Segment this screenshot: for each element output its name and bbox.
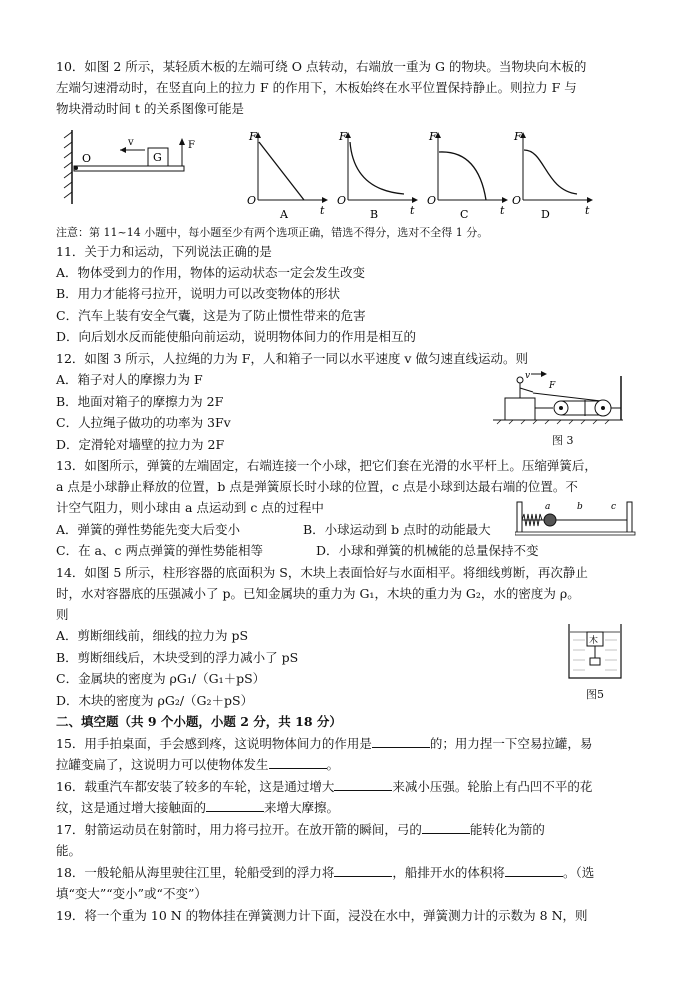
q11-option-c: C．汽车上装有安全气囊，这是为了防止惯性带来的危害 <box>56 308 366 323</box>
graph-b <box>330 128 422 220</box>
graph-a-ylabel: F <box>249 130 257 143</box>
q16-line2 <box>56 799 339 817</box>
q18-part1: 18．一般轮船从海里驶往江里，轮船受到的浮力将 <box>56 865 335 880</box>
q16-blank-2[interactable] <box>206 799 264 812</box>
q18-line1 <box>56 864 594 882</box>
q11-option-d: D．向后划水反而能使船向前运动，说明物体间力的作用是相互的 <box>56 329 417 344</box>
graph-c-xlabel: t <box>500 204 505 217</box>
fig3-caption: 图 3 <box>552 434 574 447</box>
q16-part4: 来增大摩擦。 <box>264 800 340 815</box>
q14-option-d: D．木块的密度为 ρG₂/（G₂＋pS） <box>56 693 254 708</box>
graph-a-xlabel: t <box>320 204 325 217</box>
q12-stem: 12．如图 3 所示，人拉绳的力为 F，人和箱子一同以水平速度 v 做匀速直线运动。则 <box>56 351 528 366</box>
graph-b-xlabel: t <box>410 204 415 217</box>
q12-option-d: D．定滑轮对墙壁的拉力为 2F <box>56 437 225 452</box>
fig3-v-label: v <box>525 371 531 381</box>
wood-block-label: 木 <box>589 636 599 646</box>
q18-part3: 。（选 <box>562 865 595 880</box>
q13-option-b: B．小球运动到 b 点时的动能最大 <box>303 522 491 537</box>
q17-part3: 能。 <box>56 843 82 858</box>
q13-line2: a 点是小球静止释放的位置，b 点是弹簧原长时小球的位置，c 点是小球到达最右端的位置。不 <box>56 479 578 494</box>
graph-b-ylabel: F <box>339 130 347 143</box>
q17-line1 <box>56 821 545 839</box>
q17-blank-1[interactable] <box>422 821 470 834</box>
fig3-f-label: F <box>549 381 556 391</box>
spring-b-label: b <box>577 502 583 512</box>
fig5-caption: 图5 <box>586 688 604 701</box>
graph-d-label: D <box>541 208 550 220</box>
q18-part2: ，船排开水的体积将 <box>392 865 505 880</box>
q16-line1 <box>56 778 592 796</box>
q10-line1: 10．如图 2 所示，某轻质木板的左端可绕 O 点转动，右端放一重为 G 的物块。当物块向木板的 <box>56 59 587 74</box>
force-f-label: F <box>188 140 195 151</box>
velocity-v-label: v <box>128 137 134 148</box>
q15-part4: 。 <box>326 757 340 772</box>
graph-d-origin: O <box>512 194 522 207</box>
q14-container-figure <box>565 620 625 682</box>
q15-line2 <box>56 756 339 774</box>
block-g-label: G <box>153 151 162 164</box>
q19-line1: 19．将一个重为 10 N 的物体挂在弹簧测力计下面，浸没在水中，弹簧测力计的示数为 8 N，则 <box>56 908 588 923</box>
graph-c-ylabel: F <box>429 130 437 143</box>
q15-line1 <box>56 735 592 753</box>
lever-o-label: O <box>82 152 92 165</box>
q13-option-d: D．小球和弹簧的机械能的总量保持不变 <box>316 543 539 558</box>
graph-d <box>505 128 597 220</box>
q12-option-c: C．人拉绳子做功的功率为 3Fv <box>56 415 231 430</box>
q16-part2: 来减小压强。轮胎上有凸凹不平的花 <box>392 779 593 794</box>
q14-option-a: A．剪断细线前，细线的拉力为 pS <box>56 628 249 643</box>
section-2-heading: 二、填空题（共 9 个小题，小题 2 分，共 18 分） <box>56 714 342 729</box>
q15-part3: 拉罐变扁了，这说明力可以使物体发生 <box>56 757 269 772</box>
q13-line3: 计空气阻力，则小球由 a 点运动到 c 点的过程中 <box>56 500 324 515</box>
multi-answer-note: 注意：第 11~14 小题中，每小题至少有两个选项正确，错选不得分，选对不全得 1 分。 <box>56 226 489 239</box>
q14-line1: 14．如图 5 所示，柱形容器的底面积为 S，木块上表面恰好与水面相平。将细线剪断，再次静止 <box>56 565 588 580</box>
q13-line1: 13．如图所示，弹簧的左端固定，右端连接一个小球，把它们套在光滑的水平杆上。压缩弹簧后， <box>56 458 597 473</box>
spring-c-label: c <box>611 502 617 512</box>
q18-blank-1[interactable] <box>334 864 392 877</box>
q11-option-b: B．用力才能将弓拉开，说明力可以改变物体的形状 <box>56 286 341 301</box>
q13-spring-figure <box>515 496 640 536</box>
q14-line3: 则 <box>56 607 69 622</box>
q12-pulley-figure <box>485 366 630 426</box>
graph-a <box>240 128 332 220</box>
q15-part2: 的；用力捏一下空易拉罐，易 <box>429 736 593 751</box>
graph-b-origin: O <box>337 194 347 207</box>
q10-lever-figure <box>60 128 210 208</box>
q15-part1: 15．用手拍桌面，手会感到疼，这说明物体间力的作用是 <box>56 736 372 751</box>
q18-part4: 填“变大”“变小”或“不变”） <box>56 886 207 901</box>
q17-part2: 能转化为箭的 <box>469 822 545 837</box>
graph-c-label: C <box>460 208 469 220</box>
q15-blank-1[interactable] <box>372 735 430 748</box>
q12-option-b: B．地面对箱子的摩擦力为 2F <box>56 394 224 409</box>
q16-part3: 纹，这是通过增大接触面的 <box>56 800 207 815</box>
q13-option-a: A．弹簧的弹性势能先变大后变小 <box>56 522 241 537</box>
q11-stem: 11．关于力和运动，下列说法正确的是 <box>56 244 272 259</box>
graph-b-label: B <box>370 208 379 220</box>
q16-part1: 16．载重汽车都安装了较多的车轮，这是通过增大 <box>56 779 335 794</box>
q10-line2: 左端匀速滑动时，在竖直向上的拉力 F 的作用下，木板始终在水平位置保持静止。则拉力 F 与 <box>56 80 577 95</box>
q15-blank-2[interactable] <box>269 756 327 769</box>
q17-part1: 17．射箭运动员在射箭时，用力将弓拉开。在放开箭的瞬间，弓的 <box>56 822 422 837</box>
graph-d-ylabel: F <box>514 130 522 143</box>
graph-c <box>420 128 512 220</box>
q14-option-c: C．金属块的密度为 ρG₁/（G₁＋pS） <box>56 671 266 686</box>
q18-blank-2[interactable] <box>505 864 563 877</box>
graph-d-xlabel: t <box>585 204 590 217</box>
q14-option-b: B．剪断细线后，木块受到的浮力减小了 pS <box>56 650 299 665</box>
spring-a-label: a <box>545 502 551 512</box>
q13-option-c: C．在 a、c 两点弹簧的弹性势能相等 <box>56 543 263 558</box>
q12-option-a: A．箱子对人的摩擦力为 F <box>56 372 203 387</box>
graph-c-origin: O <box>427 194 437 207</box>
graph-a-origin: O <box>247 194 257 207</box>
q11-option-a: A．物体受到力的作用，物体的运动状态一定会发生改变 <box>56 265 366 280</box>
q10-line3: 物块滑动时间 t 的关系图像可能是 <box>56 101 244 116</box>
graph-a-label: A <box>280 208 288 220</box>
q14-line2: 时，水对容器底的压强减小了 p。已知金属块的重力为 G₁，木块的重力为 G₂，水的密度为 ρ。 <box>56 586 580 601</box>
q16-blank-1[interactable] <box>334 778 392 791</box>
